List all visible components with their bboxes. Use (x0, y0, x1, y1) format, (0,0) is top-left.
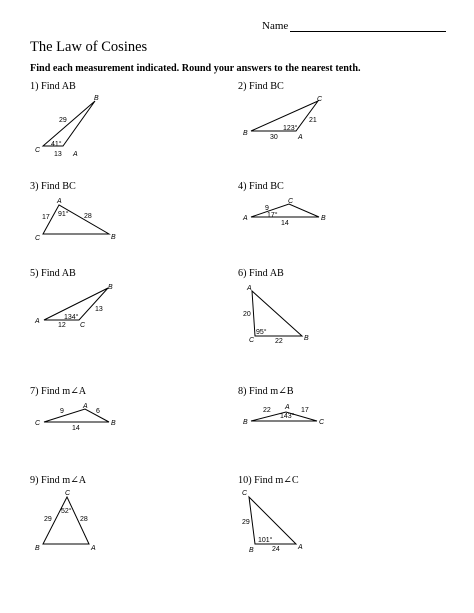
problem-4-prompt: 4) Find BC (238, 181, 284, 192)
problem-3-triangle (35, 198, 116, 242)
vertex-label-a: A (298, 544, 303, 551)
name-label: Name (262, 20, 289, 32)
problem-3-prompt: 3) Find BC (30, 181, 76, 192)
problem-7-triangle (35, 403, 116, 432)
vertex-label-b: B (249, 547, 254, 554)
angle-label: 91° (58, 211, 69, 218)
side-label: 9 (60, 408, 64, 415)
vertex-label-a: A (298, 134, 303, 141)
vertex-label-a: A (247, 285, 252, 292)
problem-10-triangle (242, 490, 303, 554)
side-label: 24 (272, 546, 280, 553)
vertex-label-b: B (243, 419, 248, 426)
side-label: 6 (96, 408, 100, 415)
side-label: 29 (59, 117, 67, 124)
side-label: 22 (263, 407, 271, 414)
triangle-shape (43, 205, 109, 234)
vertex-label-b: B (304, 335, 309, 342)
problem-8-triangle (243, 404, 325, 426)
problem-4-triangle (242, 198, 326, 227)
vertex-label-c: C (319, 419, 325, 426)
problem-10-prompt: 10) Find m∠C (238, 475, 299, 486)
side-label: 28 (80, 516, 88, 523)
problem-9-triangle (35, 490, 96, 552)
side-label: 20 (243, 311, 251, 318)
vertex-label-c: C (65, 490, 71, 497)
angle-label: 95° (256, 329, 267, 336)
vertex-label-c: C (35, 147, 41, 154)
side-label: 12 (58, 322, 66, 329)
vertex-label-c: C (35, 420, 41, 427)
side-label: 14 (72, 425, 80, 432)
vertex-label-b: B (94, 95, 99, 102)
problem-2-prompt: 2) Find BC (238, 81, 284, 92)
side-label: 13 (95, 306, 103, 313)
side-label: 21 (309, 117, 317, 124)
vertex-label-a: A (285, 404, 290, 411)
vertex-label-a: A (91, 545, 96, 552)
side-label: 22 (275, 338, 283, 345)
instructions: Find each measurement indicated. Round your answers to the nearest tenth. (30, 63, 361, 74)
problem-9-prompt: 9) Find m∠A (30, 475, 87, 486)
worksheet-title: The Law of Cosines (30, 39, 148, 55)
problem-5-prompt: 5) Find AB (30, 268, 76, 279)
vertex-label-c: C (317, 96, 323, 103)
angle-label: 134° (64, 314, 79, 321)
vertex-label-c: C (288, 198, 294, 205)
vertex-label-b: B (108, 284, 113, 291)
side-label: 29 (44, 516, 52, 523)
vertex-label-a: A (57, 198, 62, 205)
side-label: 9 (265, 205, 269, 212)
vertex-label-b: B (243, 130, 248, 137)
vertex-label-b: B (321, 215, 326, 222)
angle-label: 123° (283, 125, 298, 132)
problem-1-triangle (35, 95, 99, 158)
side-label: 28 (84, 213, 92, 220)
vertex-label-a: A (243, 215, 248, 222)
vertex-label-a: A (83, 403, 88, 410)
side-label: 13 (54, 151, 62, 158)
vertex-label-b: B (111, 234, 116, 241)
problem-6-triangle (243, 285, 309, 345)
triangle-shape (43, 101, 95, 146)
triangle-shape (249, 497, 296, 544)
side-label: 29 (242, 519, 250, 526)
angle-label: 101° (258, 537, 273, 544)
side-label: 17 (301, 407, 309, 414)
problem-2-triangle (243, 96, 323, 141)
angle-label: 143° (280, 413, 295, 420)
angle-label: 41° (51, 141, 62, 148)
triangle-shape (251, 204, 319, 217)
problem-5-triangle (34, 284, 113, 329)
angle-label: 52° (61, 508, 72, 515)
side-label: 17 (42, 214, 50, 221)
vertex-label-a: A (73, 151, 78, 158)
problem-6-prompt: 6) Find AB (238, 268, 284, 279)
vertex-label-b: B (35, 545, 40, 552)
vertex-label-a: A (35, 318, 40, 325)
vertex-label-c: C (249, 337, 255, 344)
side-label: 14 (281, 220, 289, 227)
vertex-label-b: B (111, 420, 116, 427)
vertex-label-c: C (35, 235, 41, 242)
vertex-label-c: C (80, 322, 86, 329)
problem-8-prompt: 8) Find m∠B (238, 386, 294, 397)
problem-1-prompt: 1) Find AB (30, 81, 76, 92)
side-label: 30 (270, 134, 278, 141)
vertex-label-c: C (242, 490, 248, 497)
angle-label: 17° (267, 212, 278, 219)
problem-7-prompt: 7) Find m∠A (30, 386, 87, 397)
